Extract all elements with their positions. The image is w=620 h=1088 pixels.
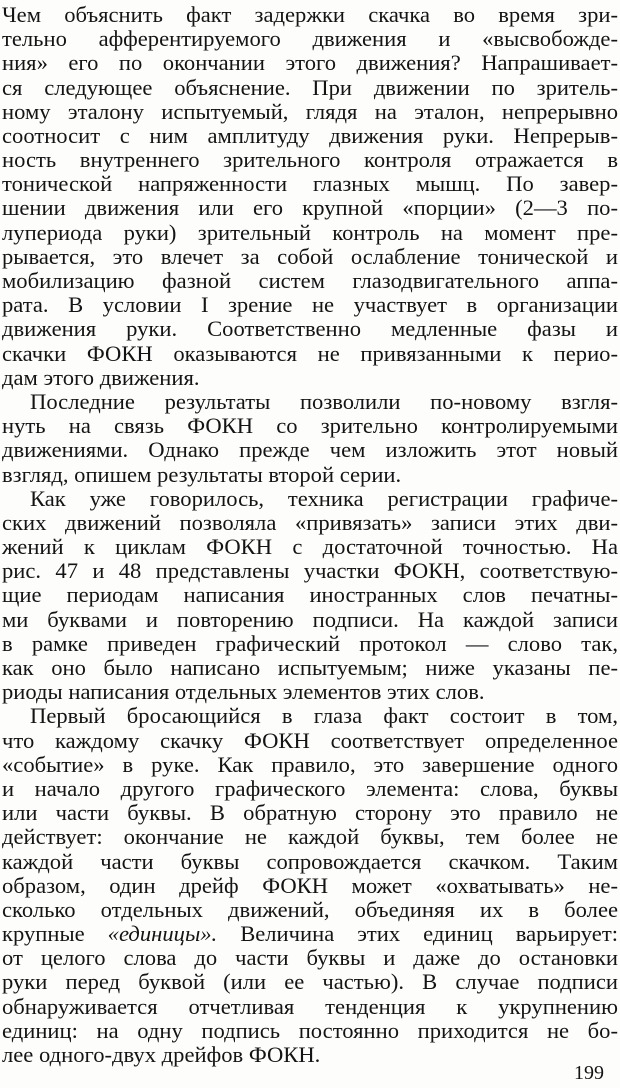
text-fragment: Величина этих единиц варьирует:	[240, 921, 618, 946]
text-line: рис. 47 и 48 представлены участки ФОКН, соответствую-	[2, 558, 618, 583]
paragraph-last-line: взгляд, опишем результаты второй серии.	[2, 462, 402, 487]
text-line: образом, один дрейф ФОКН может «охватывать» не-	[2, 873, 618, 898]
text-line: Чем объяснить факт задержки скачка во время зри-	[2, 2, 618, 27]
text-line: ских движений позволяла «привязать» записи этих дви-	[2, 510, 618, 535]
text-line: обнаруживается отчетливая тенденция к укрупнению	[2, 994, 618, 1019]
text-line: ся следующее объяснение. При движении по зритель-	[2, 75, 618, 100]
text-line: рывается, это влечет за собой ослабление тонической и	[2, 244, 618, 269]
text-line: руки перед буквой (или ее частью). В случае подписи	[2, 969, 618, 994]
text-line: единиц: на одну подпись постоянно приходится не бо-	[2, 1018, 618, 1043]
text-line: скачки ФОКН оказываются не привязанными к перио-	[2, 341, 618, 366]
text-line: шении движения или его крупной «порции» (2—3 по-	[2, 195, 618, 220]
text-line: лупериода руки) зрительный контроль на момент пре-	[2, 220, 618, 245]
text-line: соотносит с ним амплитуду движения руки. Непрерыв-	[2, 123, 618, 148]
paragraph-last-line: лее одного-двух дрейфов ФОКН.	[2, 1042, 321, 1067]
text-line: движениями. Однако прежде чем изложить этот новый	[2, 437, 618, 462]
text-line: как оно было написано испытуемым; ниже указаны пе-	[2, 655, 618, 680]
text-line: тельно афферентируемого движения и «высвобожде-	[2, 26, 618, 51]
paragraph-last-line: риоды написания отдельных элементов этих слов.	[2, 679, 485, 704]
text-line: что каждому скачку ФОКН соответствует определенное	[2, 728, 618, 753]
text-line: тонической напряженности глазных мышц. По завер-	[2, 171, 618, 196]
paragraph-first-line: Первый бросающийся в глаза факт состоит в том,	[30, 703, 618, 728]
text-line-with-emphasis	[2, 922, 618, 945]
text-line: ми буквами и повторению подписи. На каждой записи	[2, 607, 618, 632]
text-line: ность внутреннего зрительного контроля отражается в	[2, 147, 618, 172]
text-line: и начало другого графического элемента: слова, буквы	[2, 776, 618, 801]
paragraph-first-line: Последние результаты позволили по-новому взгля-	[30, 389, 618, 414]
text-line: нуть на связь ФОКН со зрительно контролируемыми	[2, 413, 618, 438]
text-line: в рамке приведен графический протокол — слово так,	[2, 631, 618, 656]
italic-emphasis: «единицы».	[107, 921, 218, 946]
text-line: от целого слова до части буквы и даже до остановки	[2, 945, 618, 970]
text-fragment: крупные	[2, 921, 85, 946]
text-line: жений к циклам ФОКН с достаточной точностью. На	[2, 534, 618, 559]
text-line: «событие» в руке. Как правило, это завершение одного	[2, 752, 618, 777]
text-line: сколько отдельных движений, объединяя их в более	[2, 897, 618, 922]
text-line: ния» его по окончании этого движения? Напрашивает-	[2, 50, 618, 75]
text-line: движения руки. Соответственно медленные фазы и	[2, 316, 618, 341]
paragraph-last-line: дам этого движения.	[2, 365, 200, 390]
text-line: каждой части буквы сопровождается скачком. Таким	[2, 849, 618, 874]
text-line: или части буквы. В обратную сторону это правило не	[2, 800, 618, 825]
text-line: мобилизацию фазной систем глазодвигательного аппа-	[2, 268, 618, 293]
paragraph-first-line: Как уже говорилось, техника регистрации графиче-	[30, 486, 618, 511]
text-line: ному эталону испытуемый, глядя на эталон, непрерывно	[2, 99, 618, 124]
text-line: рата. В условии I зрение не участвует в организации	[2, 292, 618, 317]
text-line: щие периодам написания иностранных слов печатны-	[2, 582, 618, 607]
page-number: 199	[574, 1062, 604, 1084]
text-line: действует: окончание не каждой буквы, тем более не	[2, 824, 618, 849]
